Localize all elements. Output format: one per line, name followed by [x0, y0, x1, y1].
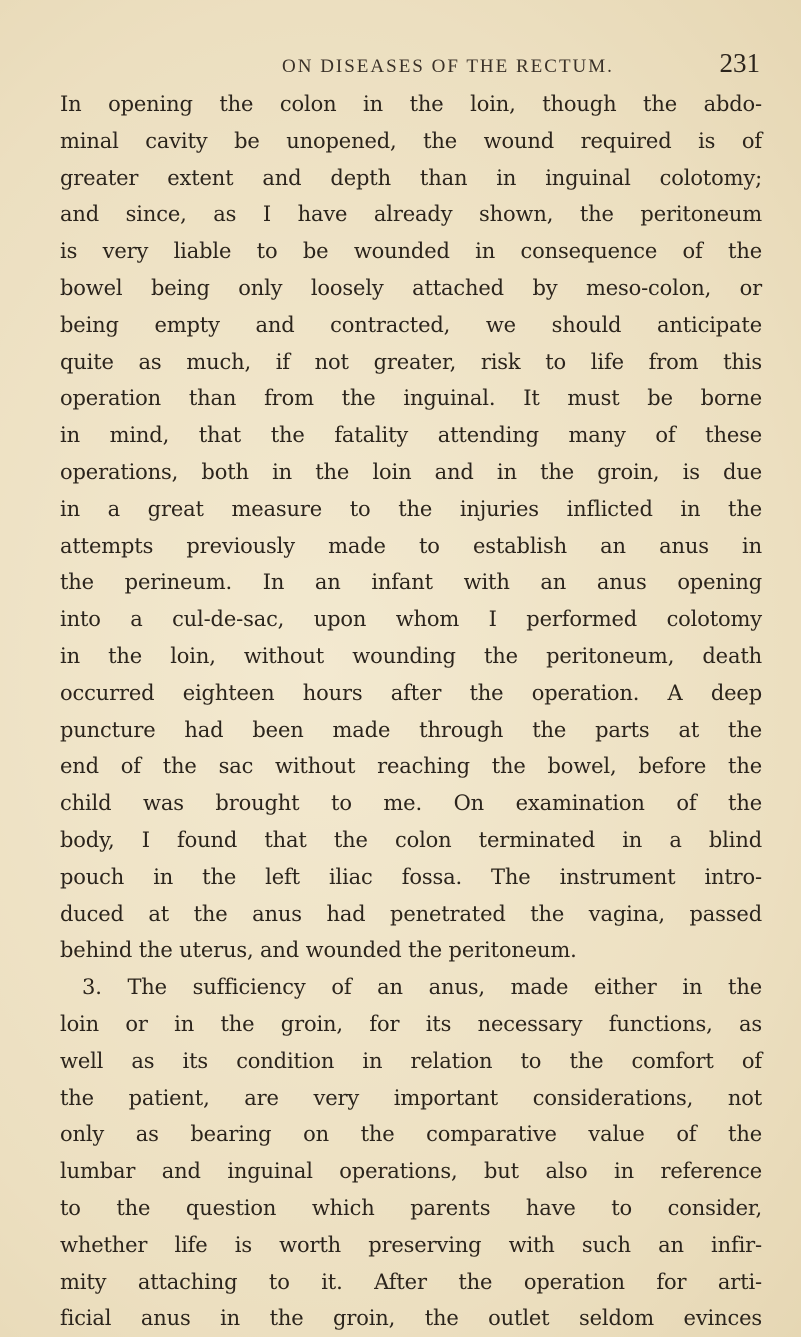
text-line: body, I found that the colon terminated in a blind	[60, 827, 762, 852]
text-line: loin or in the groin, for its necessary functions, as	[60, 1011, 762, 1036]
text-line: in a great measure to the injuries inflicted in the	[60, 496, 762, 521]
text-line: and since, as I have already shown, the peritoneum	[60, 202, 762, 227]
text-line: occurred eighteen hours after the operation. A deep	[60, 680, 762, 705]
text-line: greater extent and depth than in inguinal colotomy;	[60, 165, 762, 190]
text-line: behind the uterus, and wounded the peritoneum.	[60, 938, 577, 963]
running-head	[60, 48, 760, 88]
text-line: only as bearing on the comparative value of the	[60, 1122, 762, 1147]
text-line: into a cul-de-sac, upon whom I performed colotomy	[60, 607, 762, 632]
text-line: ficial anus in the groin, the outlet seldom evinces	[60, 1306, 762, 1331]
body-text	[60, 86, 762, 1337]
text-line: child was brought to me. On examination of the	[60, 791, 762, 816]
text-line: whether life is worth preserving with such an infir-	[60, 1232, 762, 1257]
text-line: puncture had been made through the parts at the	[60, 717, 762, 742]
text-line: pouch in the left iliac fossa. The instrument intro-	[60, 864, 762, 889]
text-line: 3. The sufficiency of an anus, made either in the	[82, 975, 762, 1000]
running-head-title: ON DISEASES OF THE RECTUM.	[282, 56, 614, 77]
text-line: lumbar and inguinal operations, but also in reference	[60, 1159, 762, 1184]
text-line: bowel being only loosely attached by meso-colon, or	[60, 275, 762, 300]
text-line: In opening the colon in the loin, though the abdo-	[60, 92, 762, 116]
text-line: is very liable to be wounded in consequence of the	[60, 239, 762, 264]
text-line: end of the sac without reaching the bowel, before the	[60, 754, 762, 779]
text-line: quite as much, if not greater, risk to life from this	[60, 349, 762, 374]
text-line: attempts previously made to establish an anus in	[60, 533, 762, 558]
text-line: mity attaching to it. After the operation for arti-	[60, 1269, 762, 1294]
text-line: minal cavity be unopened, the wound required is of	[60, 128, 762, 153]
text-line: duced at the anus had penetrated the vagina, passed	[60, 901, 762, 926]
text-line: operations, both in the loin and in the groin, is due	[60, 459, 762, 484]
text-line: well as its condition in relation to the comfort of	[60, 1048, 762, 1073]
text-line: being empty and contracted, we should anticipate	[60, 312, 762, 337]
text-line: operation than from the inguinal. It must be borne	[60, 386, 762, 411]
text-line: the perineum. In an infant with an anus opening	[60, 570, 762, 595]
text-line: the patient, are very important considerations, not	[60, 1085, 762, 1110]
text-line: in mind, that the fatality attending many of these	[60, 423, 762, 448]
text-line: to the question which parents have to consider,	[60, 1195, 762, 1220]
page-number: 231	[719, 48, 760, 78]
text-line: in the loin, without wounding the peritoneum, death	[60, 643, 762, 668]
